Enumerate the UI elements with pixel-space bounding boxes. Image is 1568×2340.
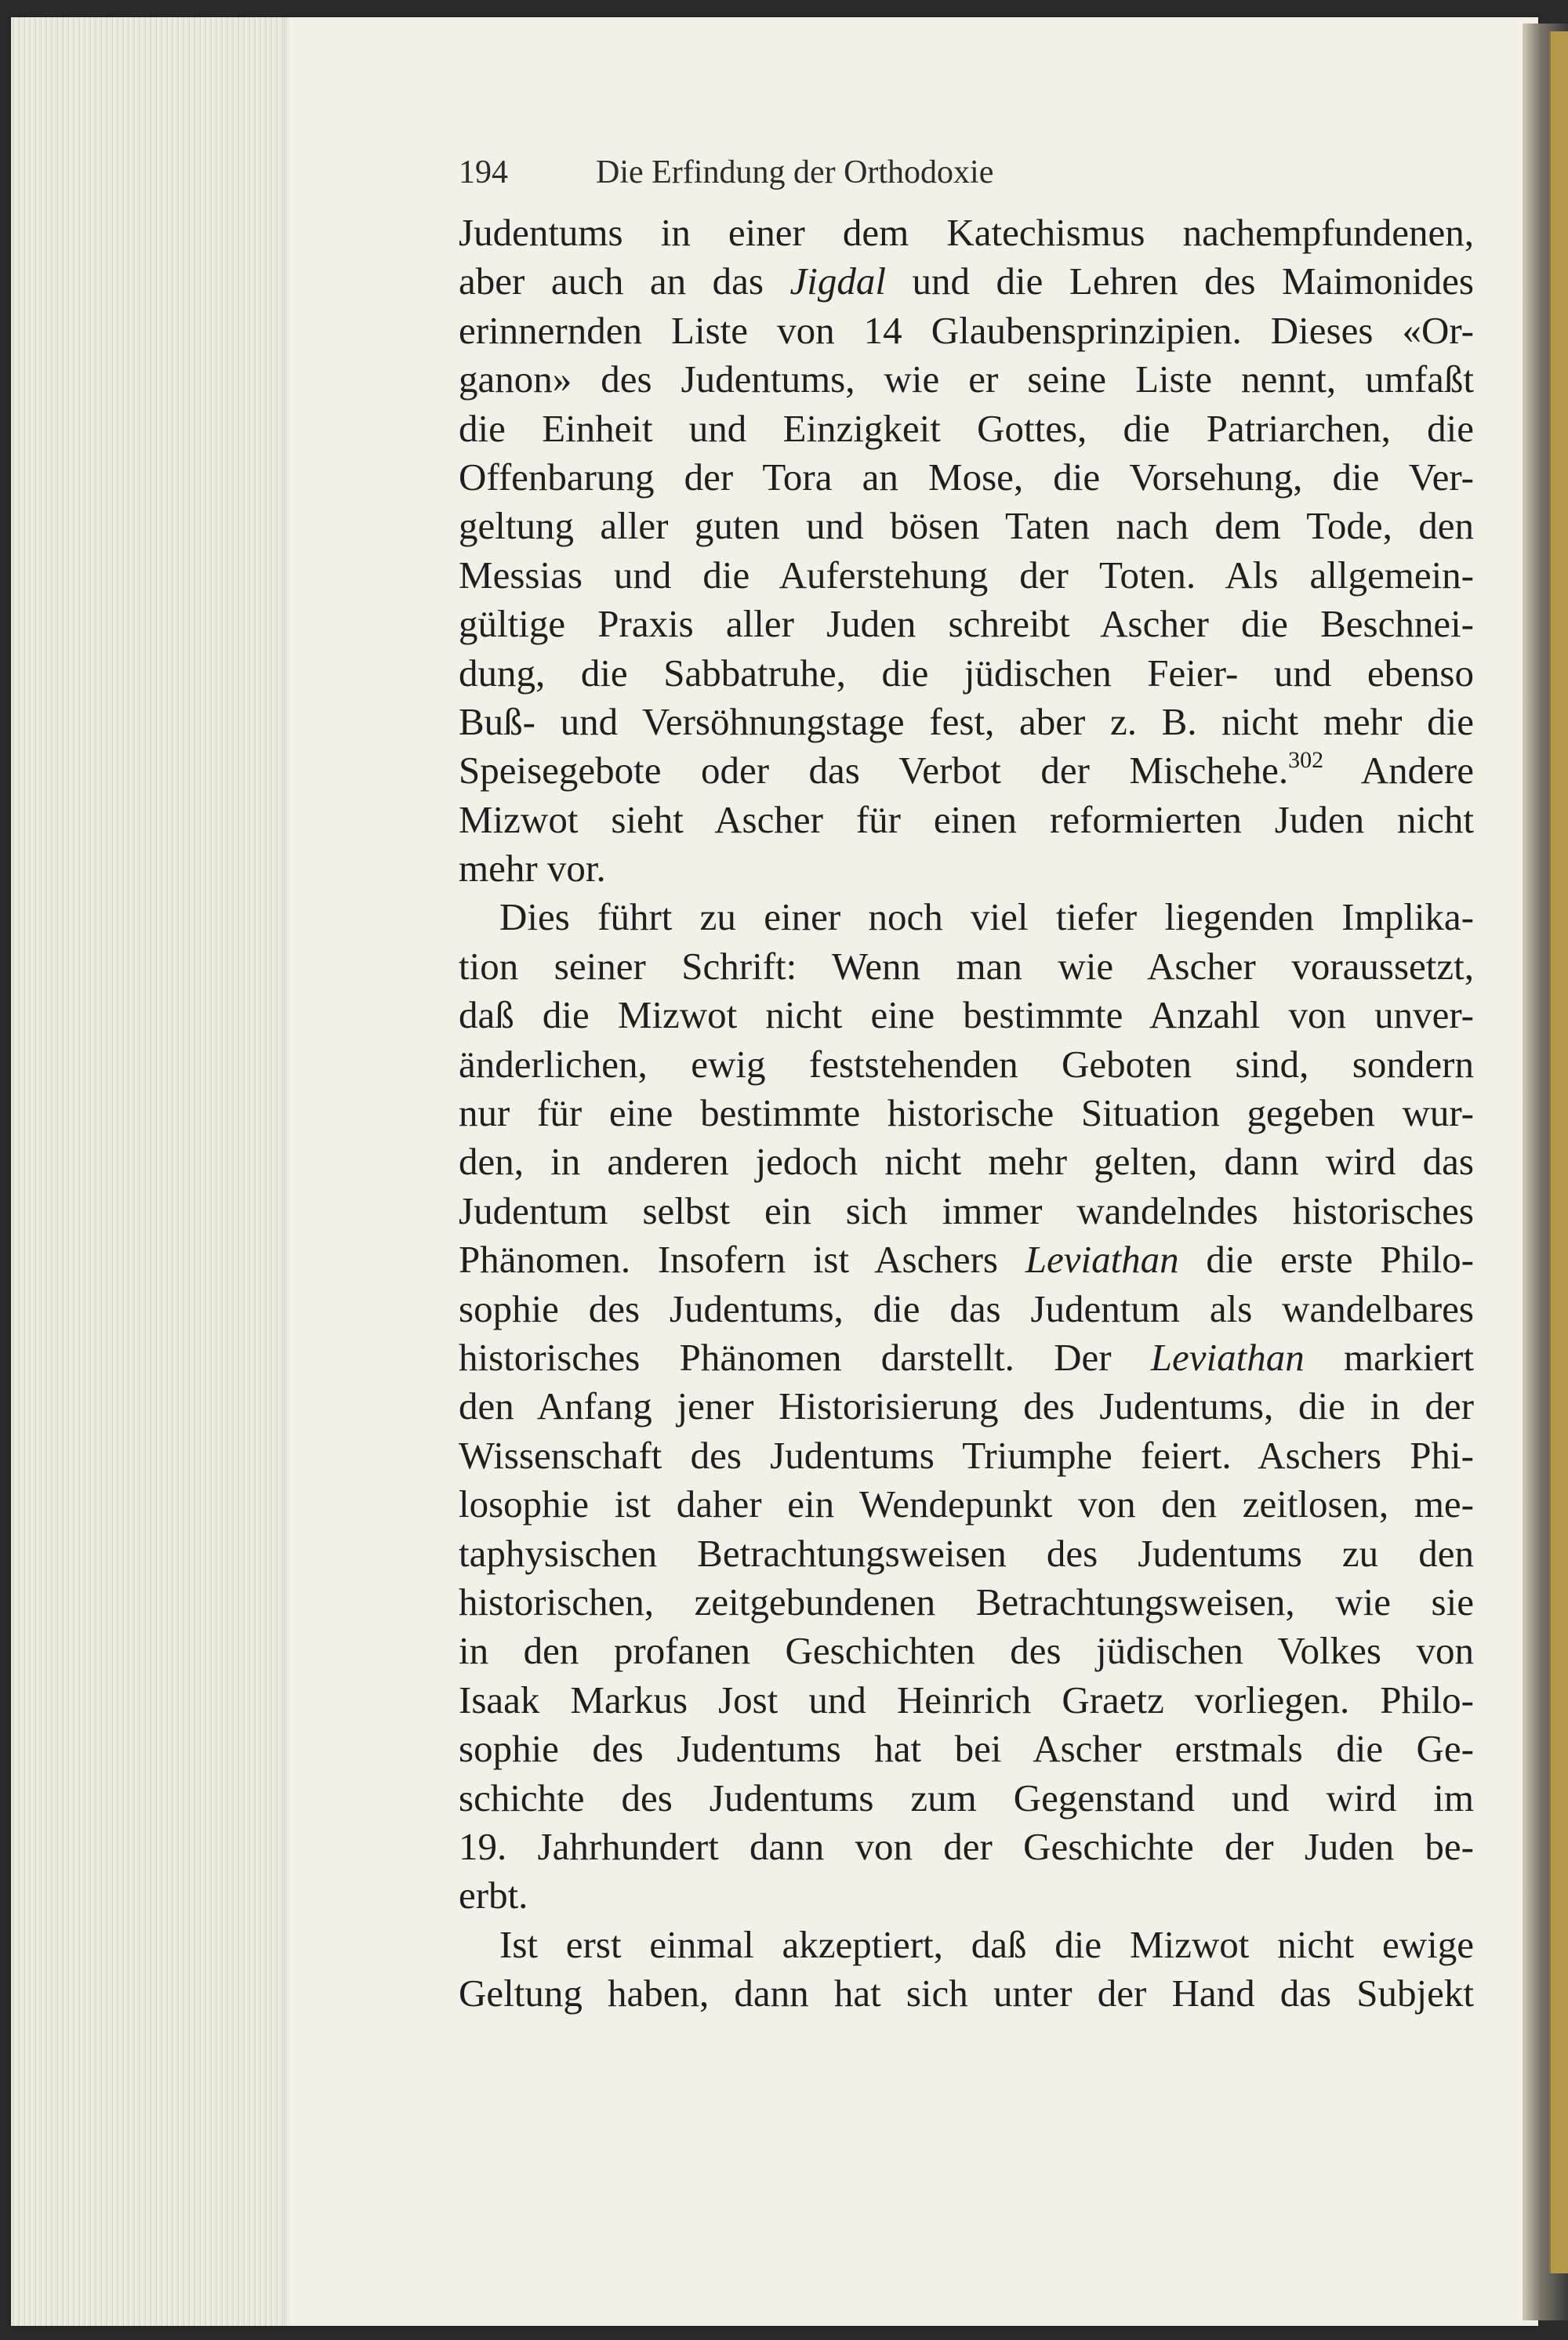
- text-block: [459, 154, 1474, 2018]
- cover-edge: [1549, 31, 1568, 2273]
- text-line: [459, 1676, 1474, 1725]
- text-line: [459, 1823, 1474, 1871]
- text-segment: erinnernden Liste von 14 Glaubensprinzipien. Dieses «Or-: [459, 308, 1474, 352]
- text-segment: dung, die Sabbatruhe, die jüdischen Feier- und ebenso: [459, 651, 1474, 695]
- text-segment: Judentums in einer dem Katechismus nachempfundenen,: [459, 211, 1474, 254]
- text-segment: geltung aller guten und bösen Taten nach dem Tode, den: [459, 504, 1474, 548]
- text-segment: tion seiner Schrift: Wenn man wie Ascher voraussetzt,: [459, 944, 1474, 988]
- text-segment: Isaak Markus Jost und Heinrich Graetz vorliegen. Philo-: [459, 1678, 1474, 1721]
- text-segment: gültige Praxis aller Juden schreibt Ascher die Beschnei-: [459, 602, 1474, 646]
- text-segment: historischen, zeitgebundenen Betrachtungsweisen, wie sie: [459, 1580, 1474, 1623]
- text-line: [459, 1774, 1474, 1823]
- text-line: [459, 1089, 1474, 1137]
- text-segment: Messias und die Auferstehung der Toten. Als allgemein-: [459, 553, 1474, 597]
- text-segment: Speisegebote oder das Verbot der Mischehe.: [459, 749, 1289, 793]
- text-segment: Dies führt zu einer noch viel tiefer liegenden Implika-: [499, 895, 1474, 939]
- text-segment: Geltung haben, dann hat sich unter der Hand das Subjekt: [459, 1972, 1474, 2015]
- text-segment: Phänomen. Insofern ist Aschers: [459, 1238, 1025, 1282]
- text-line: [459, 1187, 1474, 1235]
- text-line: [459, 1969, 1474, 2018]
- text-line: [459, 1871, 1474, 1920]
- text-segment: 19. Jahrhundert dann von der Geschichte der Juden be-: [459, 1824, 1474, 1868]
- italic-title: Leviathan: [1150, 1335, 1305, 1379]
- text-line: [459, 209, 1474, 257]
- text-line: [459, 1480, 1474, 1529]
- text-segment: losophie ist daher ein Wendepunkt von den zeitlosen, me-: [459, 1482, 1474, 1526]
- text-line: [459, 796, 1474, 844]
- text-segment: Offenbarung der Tora an Mose, die Vorsehung, die Ver-: [459, 455, 1474, 499]
- text-segment: die erste Philo-: [1178, 1238, 1474, 1282]
- chapter-title: Die Erfindung der Orthodoxie: [596, 154, 994, 190]
- text-segment: mehr vor.: [459, 847, 606, 891]
- text-line: [459, 844, 1474, 893]
- page-stack-edges: [11, 17, 285, 2326]
- text-line: [459, 1921, 1474, 1969]
- text-segment: die Einheit und Einzigkeit Gottes, die Patriarchen, die: [459, 406, 1474, 450]
- text-line: [459, 1137, 1474, 1186]
- text-line: [459, 453, 1474, 502]
- text-line: [459, 502, 1474, 550]
- text-segment: erbt.: [459, 1874, 528, 1917]
- text-segment: nur für eine bestimmte historische Situation gegeben wur-: [459, 1091, 1474, 1135]
- text-line: [459, 355, 1474, 404]
- text-line: [459, 307, 1474, 355]
- text-line: [459, 942, 1474, 991]
- text-segment: historisches Phänomen darstellt. Der: [459, 1335, 1151, 1379]
- text-line: [459, 1333, 1474, 1382]
- text-line: [459, 1725, 1474, 1773]
- text-line: [459, 1627, 1474, 1675]
- running-head: [459, 154, 1474, 209]
- text-segment: sophie des Judentums, die das Judentum als wandelbares: [459, 1286, 1474, 1330]
- text-segment: Wissenschaft des Judentums Triumphe feiert. Aschers Phi-: [459, 1433, 1474, 1477]
- text-line: [459, 649, 1474, 698]
- text-line: [459, 893, 1474, 941]
- text-segment: den Anfang jener Historisierung des Judentums, die in der: [459, 1384, 1474, 1428]
- text-line: [459, 1040, 1474, 1089]
- text-segment: Judentum selbst ein sich immer wandelndes historisches: [459, 1188, 1474, 1232]
- text-line: [459, 746, 1474, 795]
- text-line: [459, 1431, 1474, 1480]
- text-line: [459, 405, 1474, 453]
- text-line: [459, 600, 1474, 648]
- page-number: 194: [459, 154, 508, 190]
- text-segment: änderlichen, ewig feststehenden Geboten sind, sondern: [459, 1042, 1474, 1086]
- text-line: [459, 1382, 1474, 1431]
- text-segment: aber auch an das: [459, 259, 790, 303]
- text-line: [459, 551, 1474, 600]
- italic-title: Leviathan: [1025, 1238, 1179, 1282]
- italic-title: Jigdal: [789, 259, 886, 303]
- text-segment: und die Lehren des Maimonides: [885, 259, 1474, 303]
- footnote-reference: 302: [1288, 747, 1324, 774]
- text-segment: den, in anderen jedoch nicht mehr gelten, dann wird das: [459, 1140, 1474, 1184]
- text-line: [459, 991, 1474, 1039]
- text-segment: in den profanen Geschichten des jüdischen Volkes von: [459, 1629, 1474, 1673]
- body-text: [459, 209, 1474, 2018]
- text-segment: Mizwot sieht Ascher für einen reformierten Juden nicht: [459, 797, 1474, 841]
- text-segment: taphysischen Betrachtungsweisen des Judentums zu den: [459, 1531, 1474, 1575]
- text-segment: Andere: [1323, 749, 1474, 793]
- text-line: [459, 1529, 1474, 1578]
- text-line: [459, 1285, 1474, 1333]
- text-line: [459, 1235, 1474, 1284]
- text-line: [459, 698, 1474, 746]
- text-segment: daß die Mizwot nicht eine bestimmte Anzahl von unver-: [459, 993, 1474, 1037]
- text-segment: sophie des Judentums hat bei Ascher erstmals die Ge-: [459, 1727, 1474, 1771]
- text-line: [459, 257, 1474, 306]
- text-segment: markiert: [1304, 1335, 1474, 1379]
- text-segment: Buß- und Versöhnungstage fest, aber z. B. nicht mehr die: [459, 699, 1474, 743]
- text-segment: Ist erst einmal akzeptiert, daß die Mizwot nicht ewige: [499, 1922, 1474, 1966]
- text-line: [459, 1578, 1474, 1627]
- text-segment: ganon» des Judentums, wie er seine Liste nennt, umfaßt: [459, 357, 1474, 401]
- text-segment: schichte des Judentums zum Gegenstand und wird im: [459, 1776, 1474, 1819]
